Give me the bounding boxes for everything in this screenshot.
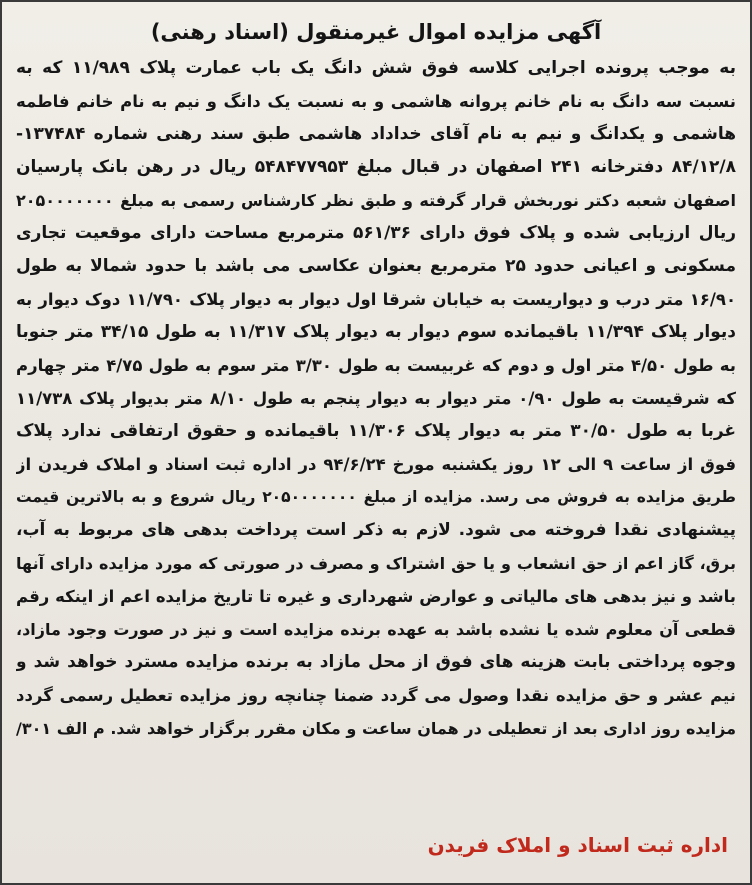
notice-text-line: اصفهان شعبه دکتر نوربخش قرار گرفته و طبق نظر کارشناس رسمی به مبلغ ۲۰۵۰۰۰۰۰۰۰ (16, 191, 736, 210)
notice-text-line: هاشمی و یکدانگ و نیم به نام آقای خداداد هاشمی طبق سند رهنی شماره ۱۳۷۴۸۴- (16, 124, 736, 144)
notice-text-line: ریال ارزیابی شده و پلاک فوق دارای ۵۶۱/۳۶ مترمربع مساحت دارای موقعیت تجاری (16, 223, 736, 243)
notice-text-line: غربا به طول ۳۰/۵۰ متر به دیوار پلاک ۱۱/۳۰۶ باقیمانده و حقوق ارتفاقی ندارد پلاک (16, 421, 736, 441)
notice-text-line: نیم عشر و حق مزایده نقدا وصول می گردد ضمنا چنانچه روز مزایده تعطیل رسمی گردد (16, 686, 736, 705)
notice-text-line: نسبت سه دانگ به نام خانم پروانه هاشمی و به نسبت یک دانگ و نیم به نام خانم فاطمه (16, 92, 736, 111)
notice-text-line: پیشنهادی نقدا فروخته می شود. لازم به ذکر است پرداخت بدهی های مربوط به آب، (16, 520, 736, 540)
notice-text-line: ۸۴/۱۲/۸ دفترخانه ۲۴۱ اصفهان در قبال مبلغ ۵۴۸۴۷۷۹۵۳ ریال در رهن بانک پارسیان (16, 157, 736, 177)
notice-text-line: طریق مزایده به فروش می رسد. مزایده از مبلغ ۲۰۵۰۰۰۰۰۰۰ ریال شروع و به بالاترین قیمت (16, 488, 736, 506)
notice-text-line: ۱۶/۹۰ متر درب و دیواریست به خیابان شرقا اول دیوار به دیوار پلاک ۱۱/۷۹۰ دوک دیوار به (16, 290, 736, 309)
notice-text-line: به موجب پرونده اجرایی کلاسه فوق شش دانگ یک باب عمارت پلاک ۱۱/۹۸۹ که به (16, 58, 736, 78)
notice-text-line: قطعی آن معلوم شده یا نشده باشد به عهده برنده مزایده است و نیز در صورت وجود مازاد، (16, 620, 736, 639)
notice-text-line: مسکونی و اعیانی حدود ۲۵ مترمربع بعنوان عکاسی می باشد با حدود شمالا به طول (16, 256, 736, 276)
notice-title: آگهی مزایده اموال غیرمنقول (اسناد رهنی) (150, 20, 602, 44)
notice-text-line: برق، گاز اعم از حق انشعاب و یا حق اشتراک و مصرف در صورتی که مورد مزایده دارای آنها (16, 554, 736, 573)
notice-text-line: فوق از ساعت ۹ الی ۱۲ روز یکشنبه مورخ ۹۴/۶/۲۴ در اداره ثبت اسناد و املاک فریدن از (16, 455, 736, 474)
frame-top-border (2, 0, 750, 2)
notice-footer-signature: اداره ثبت اسناد و املاک فریدن (427, 833, 728, 857)
notice-text-line: باشد و نیز بدهی های مالیاتی و عوارض شهرداری و غیره تا تاریخ مزایده اعم از اینکه رقم (16, 587, 736, 606)
notice-text-line: که شرقیست به طول ۰/۹۰ متر دیوار به دیوار پنجم به طول ۸/۱۰ متر بدیوار پلاک ۱۱/۷۳۸ (16, 389, 736, 408)
notice-text-line: وجوه پرداختی بابت هزینه های فوق از محل مازاد به برنده مزایده مسترد خواهد شد و (16, 652, 736, 672)
notice-text-line: مزایده روز اداری بعد از تعطیلی در همان ساعت و مکان مقرر برگزار خواهد شد. م الف ۳۰۱/ (16, 719, 736, 738)
notice-text-line: به طول ۴/۵۰ متر اول و دوم که غربیست به طول ۳/۳۰ متر سوم به طول ۴/۷۵ متر چهارم (16, 356, 736, 375)
notice-body (16, 52, 736, 745)
notice-text-line: دیوار پلاک ۱۱/۳۹۴ باقیمانده سوم دیوار به دیوار پلاک ۱۱/۳۱۷ به طول ۳۴/۱۵ متر جنوبا (16, 322, 736, 342)
